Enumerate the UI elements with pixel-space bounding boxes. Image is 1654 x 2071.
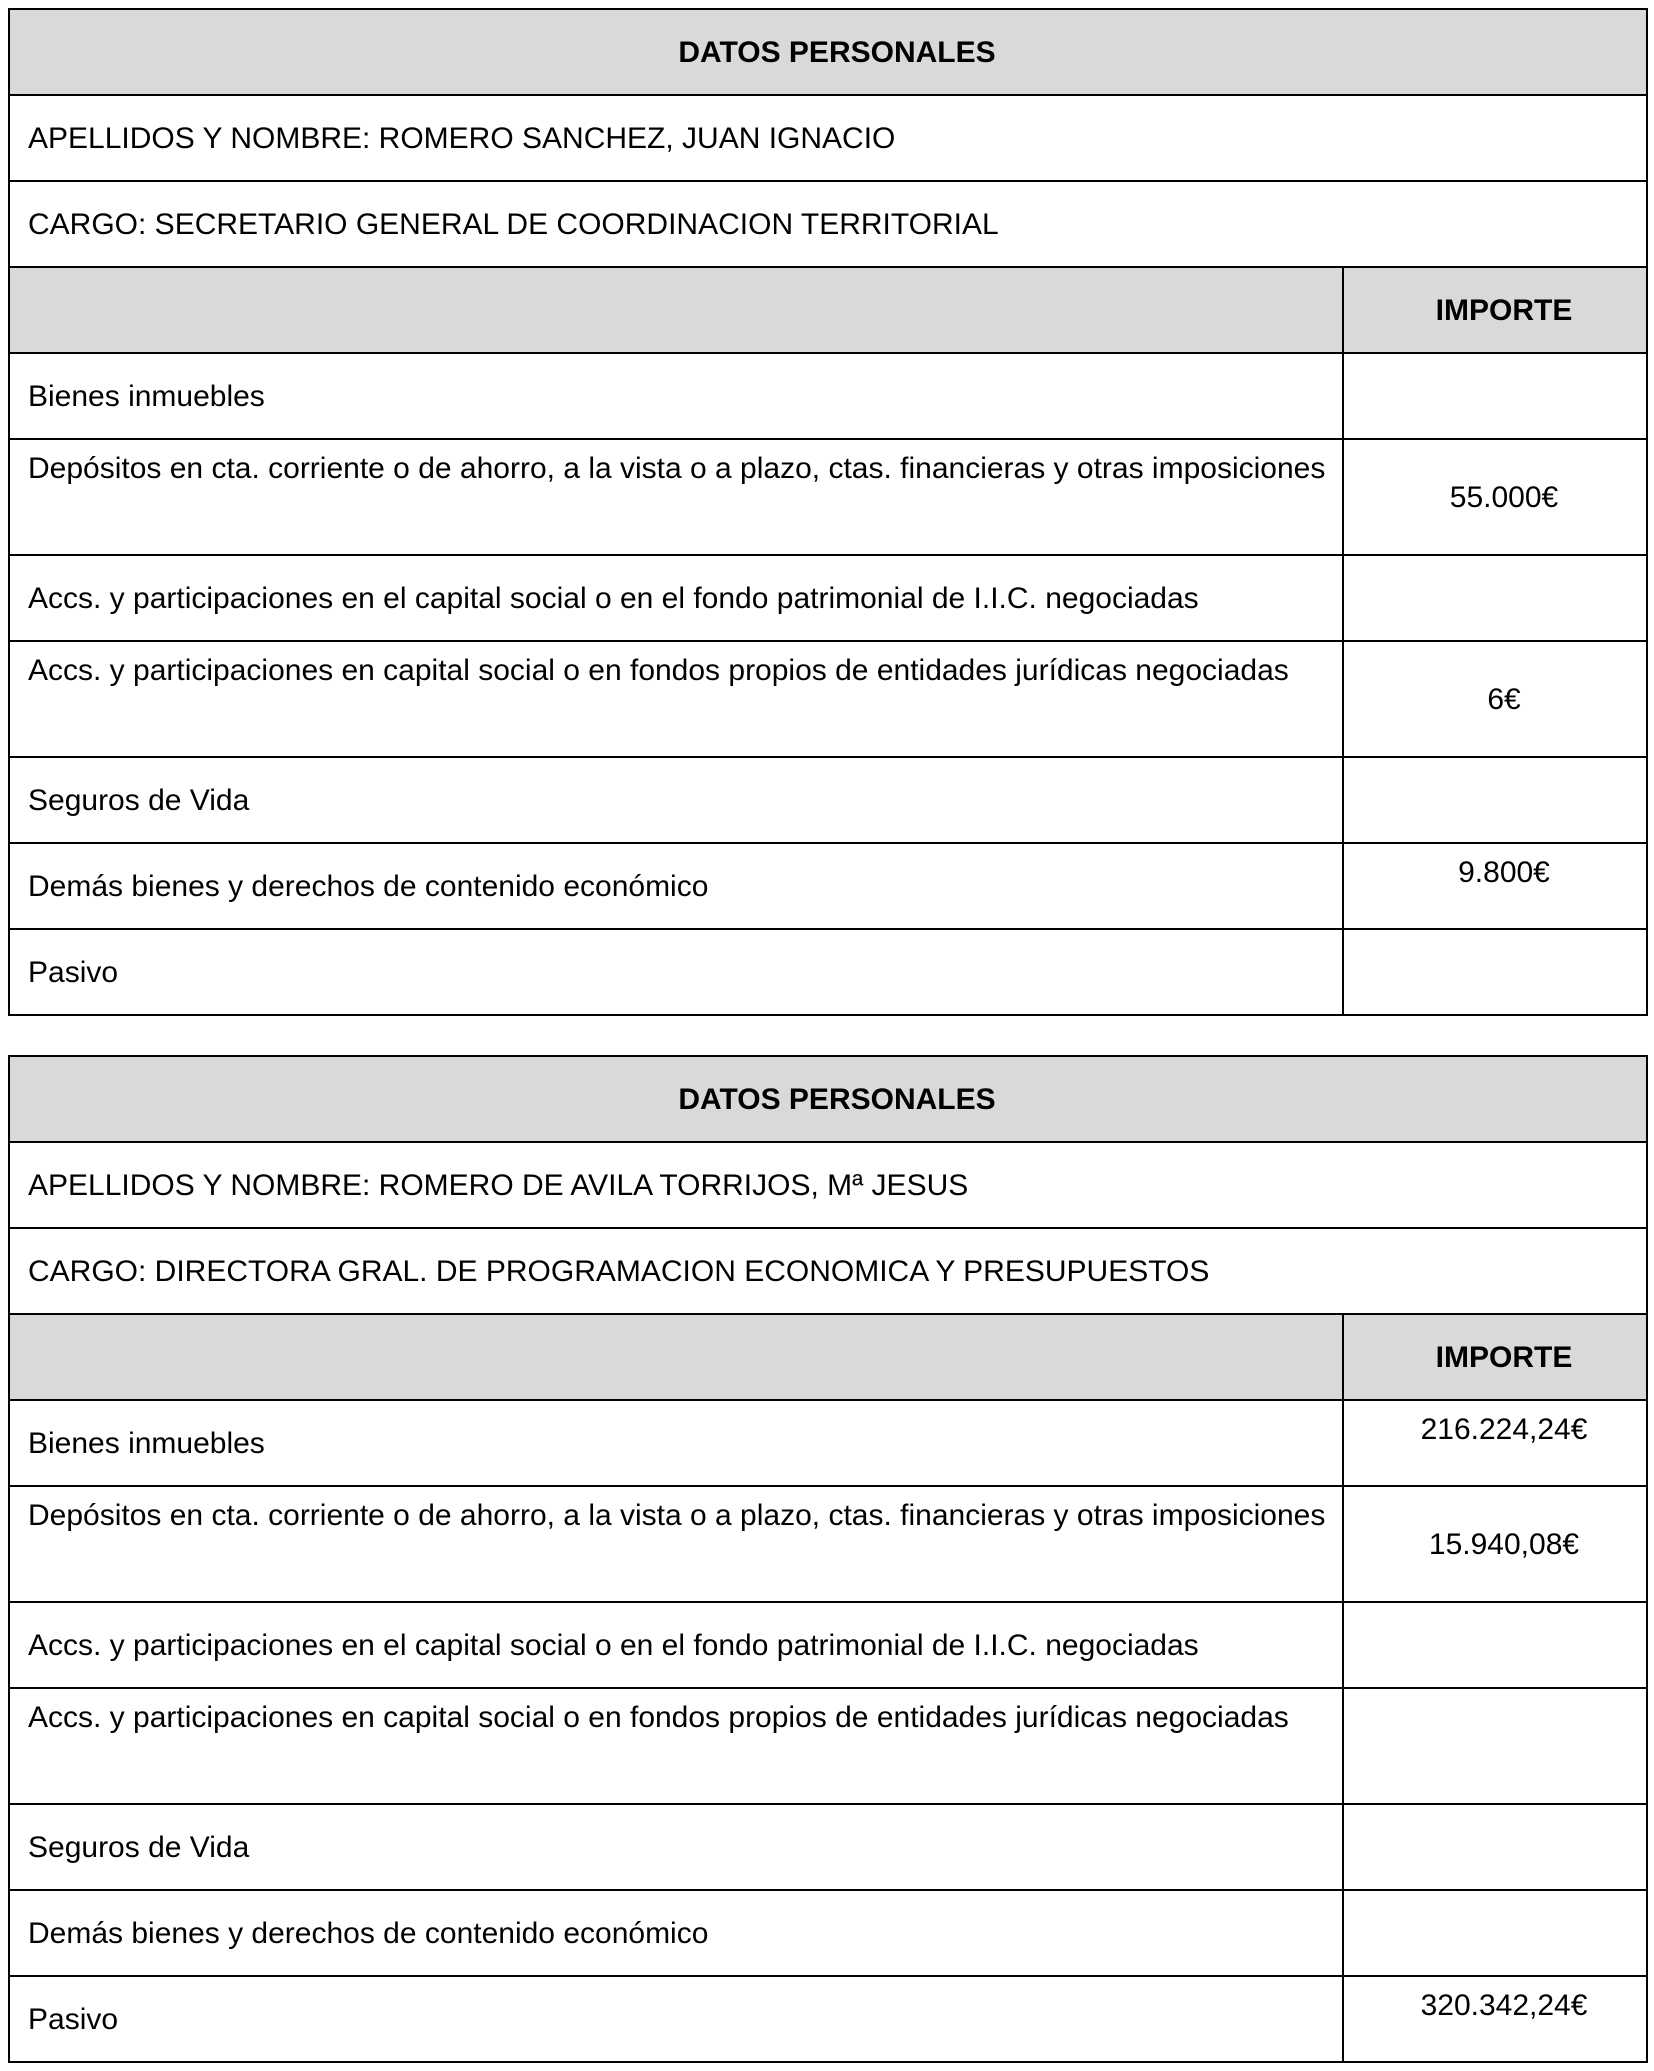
concept-label: Seguros de Vida [28, 783, 250, 817]
concept-cell [9, 1804, 1343, 1890]
name-line: APELLIDOS Y NOMBRE: ROMERO SANCHEZ, JUAN IGNACIO [9, 95, 1647, 181]
asset-declaration-table-2 [8, 1055, 1648, 2063]
amount-cell [1343, 1804, 1647, 1890]
concept-label: Pasivo [28, 955, 119, 989]
section-title: DATOS PERSONALES [9, 1056, 1647, 1142]
amount-cell [1343, 555, 1647, 641]
amount-cell [1343, 1688, 1647, 1804]
table-row [9, 843, 1647, 929]
concept-cell [9, 1400, 1343, 1486]
concept-cell [9, 1486, 1343, 1602]
amount-cell: 55.000€ [1343, 439, 1647, 555]
cargo-line: CARGO: SECRETARIO GENERAL DE COORDINACION TERRITORIAL [9, 181, 1647, 267]
table-row [9, 641, 1647, 757]
amount-cell [1343, 1602, 1647, 1688]
concept-label: Bienes inmuebles [28, 379, 265, 413]
name-row [9, 1142, 1647, 1228]
concept-cell [9, 641, 1343, 757]
amount-cell: 15.940,08€ [1343, 1486, 1647, 1602]
amount-cell: 320.342,24€ [1343, 1976, 1647, 2062]
concept-cell [9, 1976, 1343, 2062]
amount-header-row [9, 1314, 1647, 1400]
section-header-row [9, 9, 1647, 95]
table-row [9, 929, 1647, 1015]
table-row [9, 1602, 1647, 1688]
concept-header-cell [9, 1314, 1343, 1400]
table-row [9, 353, 1647, 439]
concept-cell [9, 439, 1343, 555]
concept-cell [9, 1890, 1343, 1976]
cargo-line: CARGO: DIRECTORA GRAL. DE PROGRAMACION ECONOMICA Y PRESUPUESTOS [9, 1228, 1647, 1314]
concept-label: Demás bienes y derechos de contenido económico [28, 1916, 709, 1950]
table-row [9, 439, 1647, 555]
amount-cell [1343, 757, 1647, 843]
concept-cell [9, 555, 1343, 641]
amount-cell: 9.800€ [1343, 843, 1647, 929]
concept-label: Depósitos en cta. corriente o de ahorro, a la vista o a plazo, ctas. financieras y otras imposiciones [28, 452, 1326, 485]
cargo-row [9, 1228, 1647, 1314]
table-row [9, 1890, 1647, 1976]
concept-cell [9, 1688, 1343, 1804]
concept-label: Bienes inmuebles [28, 1426, 265, 1460]
cargo-row [9, 181, 1647, 267]
amount-header: IMPORTE [1343, 267, 1647, 353]
asset-declaration-table-1 [8, 8, 1648, 1016]
amount-header: IMPORTE [1343, 1314, 1647, 1400]
name-row [9, 95, 1647, 181]
section-header-row [9, 1056, 1647, 1142]
table-row [9, 555, 1647, 641]
concept-cell [9, 843, 1343, 929]
amount-cell: 216.224,24€ [1343, 1400, 1647, 1486]
table-row [9, 1486, 1647, 1602]
concept-cell [9, 757, 1343, 843]
concept-label: Accs. y participaciones en capital social o en fondos propios de entidades jurídicas negociadas [28, 1701, 1289, 1734]
amount-cell [1343, 929, 1647, 1015]
concept-cell [9, 929, 1343, 1015]
table-row [9, 757, 1647, 843]
concept-label: Accs. y participaciones en el capital social o en el fondo patrimonial de I.I.C. negociadas [28, 1628, 1199, 1662]
amount-cell: 6€ [1343, 641, 1647, 757]
amount-cell [1343, 1890, 1647, 1976]
name-line: APELLIDOS Y NOMBRE: ROMERO DE AVILA TORRIJOS, Mª JESUS [9, 1142, 1647, 1228]
concept-header-cell [9, 267, 1343, 353]
amount-header-row [9, 267, 1647, 353]
table-row [9, 1688, 1647, 1804]
concept-label: Accs. y participaciones en capital social o en fondos propios de entidades jurídicas negociadas [28, 654, 1289, 687]
table-row [9, 1400, 1647, 1486]
concept-label: Accs. y participaciones en el capital social o en el fondo patrimonial de I.I.C. negociadas [28, 581, 1199, 615]
concept-cell [9, 353, 1343, 439]
concept-label: Depósitos en cta. corriente o de ahorro, a la vista o a plazo, ctas. financieras y otras imposiciones [28, 1499, 1326, 1532]
concept-cell [9, 1602, 1343, 1688]
table-row [9, 1976, 1647, 2062]
concept-label: Pasivo [28, 2002, 119, 2036]
concept-label: Seguros de Vida [28, 1830, 250, 1864]
table-row [9, 1804, 1647, 1890]
section-title: DATOS PERSONALES [9, 9, 1647, 95]
concept-label: Demás bienes y derechos de contenido económico [28, 869, 709, 903]
amount-cell [1343, 353, 1647, 439]
